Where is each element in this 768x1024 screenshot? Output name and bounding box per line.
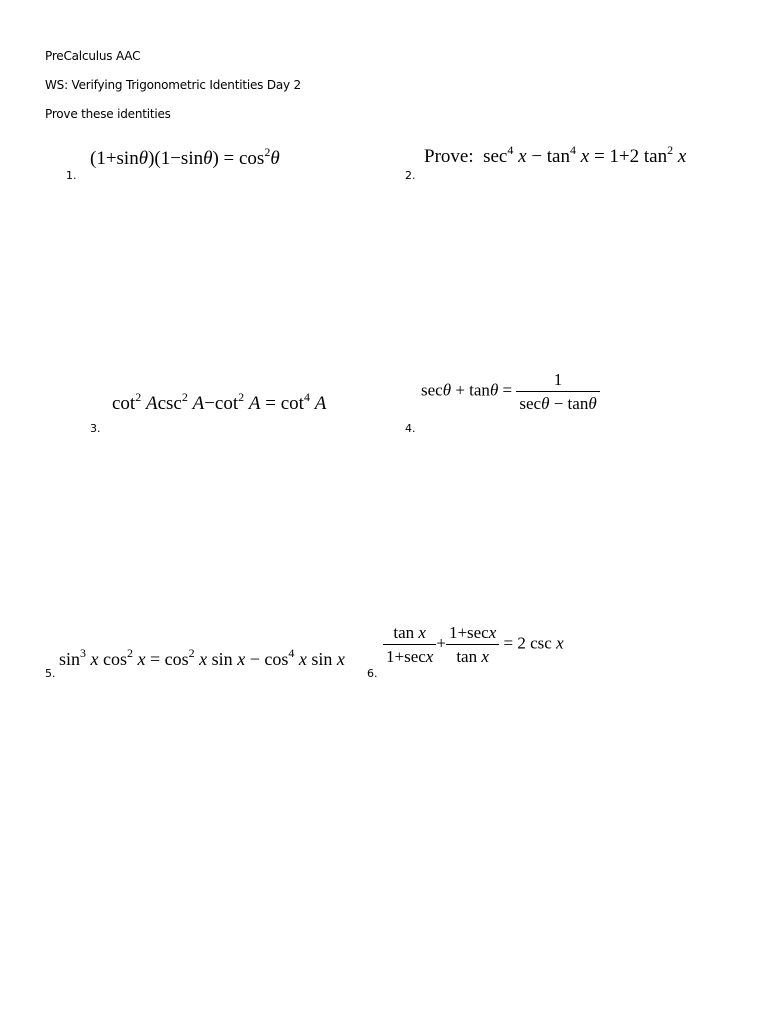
problem-2-number: 2. — [405, 169, 416, 182]
problem-1-number: 1. — [66, 169, 77, 182]
problem-4-number: 4. — [405, 422, 416, 435]
problem-6-fraction-1: $\frac{\text{tan x}}{1+\sec x}$ — [383, 624, 436, 665]
worksheet-title: WS: Verifying Trigonometric Identities Day 2 — [45, 78, 301, 92]
problem-6-fraction-2: $\frac{1+\sec x}{\text{tan x}}$ — [446, 624, 499, 665]
problem-2-prefix: Prove: — [424, 146, 474, 167]
problem-1-equation: $(1+\sin\theta)(1-\sin\theta) = \cos^2\theta$ — [90, 145, 280, 169]
problem-6-number: 6. — [367, 667, 378, 680]
problem-2-equation: Prove: $\sec^4 x - \tan^4 x = 1+2$ $\tan^2 x$ — [424, 143, 687, 167]
course-title: PreCalculus AAC — [45, 49, 141, 63]
problem-4-equation: secθ + tanθ = $\frac{1}{\sec\theta - \tan\theta}$ — [421, 371, 600, 412]
problem-3-number: 3. — [90, 422, 101, 435]
problem-4-fraction: $\frac{1}{\sec\theta - \tan\theta}$ — [516, 371, 599, 412]
problem-3-equation: $\cot^2 Acsc^2$ $A-\cot^2$ $A = \cot^4 A$ — [112, 390, 327, 414]
problem-5-number: 5. — [45, 667, 56, 680]
instruction-text: Prove these identities — [45, 107, 171, 121]
problem-5-equation: $\sin^3 x$ $\cos^2 x = \cos^2 x$ $\sin x - \cos^4 x$ sin x — [59, 646, 345, 669]
problem-6-equation: $\frac{\text{tan x}}{1+\sec x}$ + $\frac{1+\sec x}{\text{tan x}}$ = 2 csc x — [383, 624, 564, 665]
